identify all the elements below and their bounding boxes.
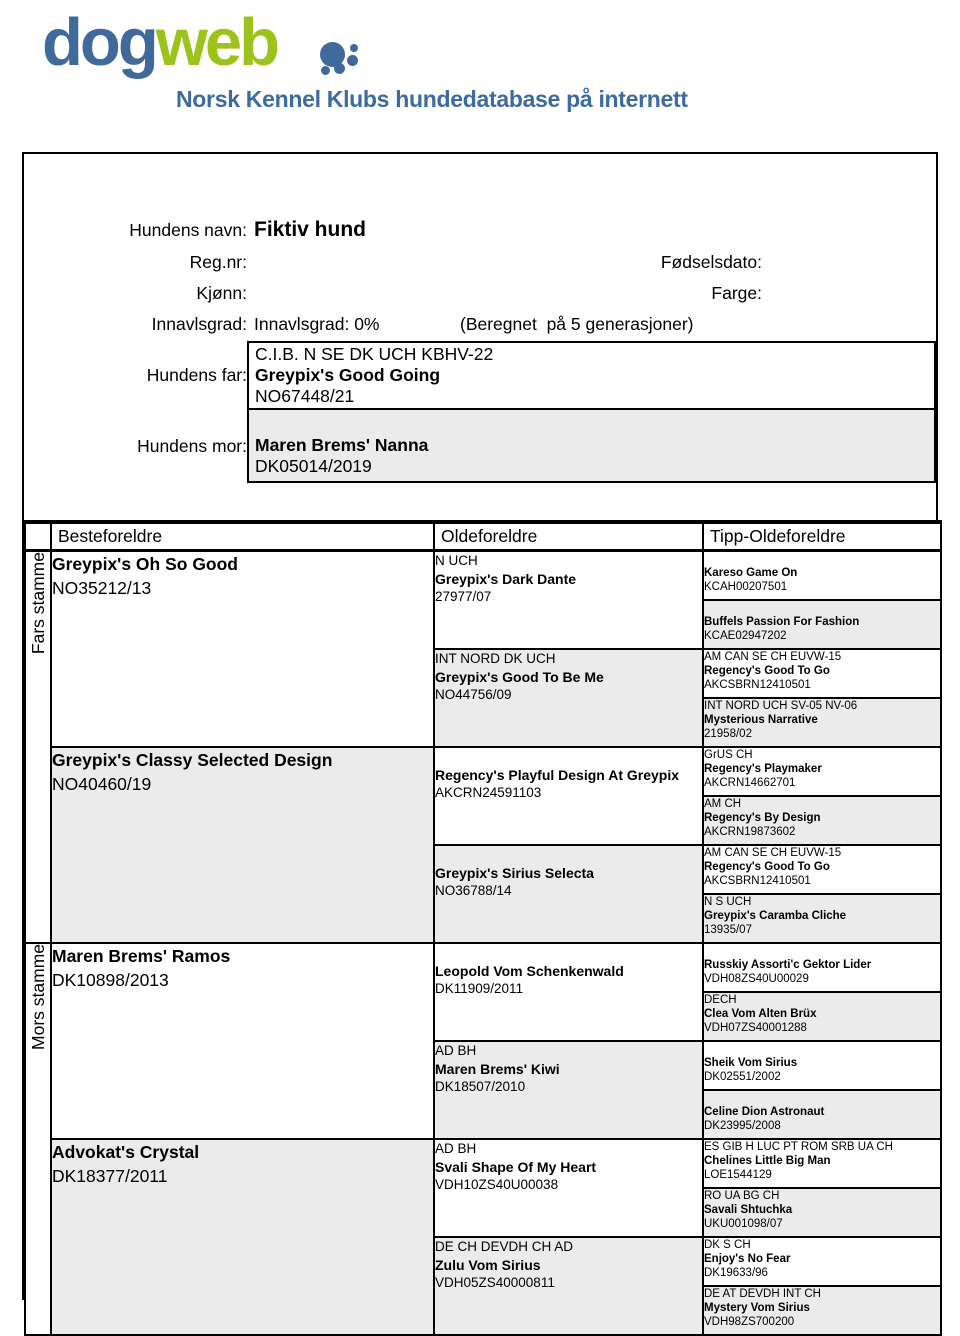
tipp-cell	[703, 551, 941, 601]
ancestor-regnr: NO36788/14	[435, 883, 512, 898]
ancestor-regnr: UKU001098/07	[704, 1218, 783, 1231]
dogweb-logo	[42, 6, 277, 80]
ancestor-name: Mystery Vom Sirius	[704, 1302, 810, 1315]
ancestor-regnr: KCAH00207501	[704, 581, 788, 594]
mors-stamme-cell	[25, 943, 51, 1335]
ancestor-titles: DECH	[704, 994, 737, 1006]
tipp-cell	[703, 1090, 941, 1139]
ancestor-regnr: DK19633/96	[704, 1267, 768, 1280]
header-oldeforeldre: Oldeforeldre	[434, 522, 703, 551]
ancestor-name: Buffels Passion For Fashion	[704, 616, 860, 629]
ancestor-name: Zulu Vom Sirius	[435, 1257, 541, 1273]
ancestor-regnr: AKCRN19873602	[704, 826, 796, 839]
tipp-cell	[703, 1188, 941, 1237]
ancestor-name: Regency's Playmaker	[704, 763, 822, 776]
great-grandparent-cell	[434, 1041, 703, 1139]
ancestor-regnr: DK18377/2011	[52, 1166, 168, 1186]
ancestor-name: Greypix's Dark Dante	[435, 571, 577, 587]
ancestor-name: Kareso Game On	[704, 567, 798, 580]
ancestor-regnr: NO40460/19	[52, 774, 152, 794]
mother-titles	[255, 414, 928, 435]
grandparent-cell	[51, 747, 434, 943]
ancestor-regnr: AKCRN24591103	[435, 785, 542, 800]
table-row	[25, 943, 941, 992]
ancestor-regnr: DK11909/2011	[435, 981, 524, 996]
ancestor-titles: AM CAN SE CH EUVW-15	[704, 847, 842, 859]
dog-name-value: Fiktiv hund	[254, 218, 366, 241]
ancestor-regnr: 13935/07	[704, 924, 752, 937]
tipp-cell	[703, 1041, 941, 1090]
color-label: Farge:	[711, 283, 762, 303]
ancestor-regnr: NO44756/09	[435, 687, 512, 702]
logo-dot	[321, 66, 330, 75]
ancestor-regnr: DK10898/2013	[52, 970, 169, 990]
ancestor-name: Regency's By Design	[704, 812, 821, 825]
ancestor-regnr: VDH08ZS40U00029	[704, 973, 809, 986]
tipp-cell	[703, 747, 941, 796]
tipp-cell	[703, 1286, 941, 1335]
logo-dot	[347, 55, 358, 66]
ancestor-name: Enjoy's No Fear	[704, 1253, 791, 1266]
ancestor-regnr: VDH07ZS40001288	[704, 1022, 807, 1035]
ancestor-regnr: 27977/07	[435, 589, 492, 604]
dog-info-section	[24, 154, 936, 483]
ancestor-name: Clea Vom Alten Brüx	[704, 1008, 817, 1021]
father-box	[247, 341, 936, 410]
dog-name-label: Hundens navn:	[129, 220, 247, 240]
father-row	[24, 341, 936, 410]
sex-label: Kjønn:	[196, 283, 247, 303]
logo-dog-text: dog	[42, 5, 156, 80]
ancestor-name: Svali Shape Of My Heart	[435, 1159, 597, 1175]
pedigree-table	[24, 520, 942, 1336]
grandparent-cell	[51, 1139, 434, 1335]
ancestor-regnr: LOE1544129	[704, 1169, 772, 1182]
mother-name: Maren Brems' Nanna	[255, 435, 429, 455]
grandparent-cell	[51, 551, 434, 748]
mother-box	[247, 408, 936, 483]
ancestor-name: Greypix's Sirius Selecta	[435, 865, 594, 881]
ancestor-titles: GrUS CH	[704, 749, 753, 761]
ancestor-titles: AM CAN SE CH EUVW-15	[704, 651, 842, 663]
inbreeding-value: Innavlsgrad: 0%	[254, 314, 380, 334]
ancestor-titles	[435, 944, 702, 962]
mother-row	[24, 410, 936, 483]
fars-stamme-label: Fars stamme	[27, 552, 48, 655]
great-grandparent-cell	[434, 845, 703, 943]
great-grandparent-cell	[434, 747, 703, 845]
mors-stamme-label: Mors stamme	[27, 944, 48, 1050]
ancestor-titles	[435, 846, 702, 864]
mother-regnr: DK05014/2019	[255, 456, 372, 476]
grandparent-cell	[51, 943, 434, 1139]
regnr-label: Reg.nr:	[189, 252, 247, 272]
great-grandparent-cell	[434, 551, 703, 650]
ancestor-name: Russkiy Assorti'c Gektor Lider	[704, 959, 872, 972]
ancestor-regnr: VDH05ZS40000811	[435, 1275, 555, 1290]
pedigree-header-row	[25, 522, 941, 551]
ancestor-name: Advokat's Crystal	[52, 1142, 200, 1162]
ancestor-titles: ES GIB H LUC PT ROM SRB UA CH	[704, 1141, 893, 1153]
tipp-cell	[703, 992, 941, 1041]
ancestor-titles: AD BH	[435, 1141, 477, 1156]
tipp-cell	[703, 845, 941, 894]
tipp-cell	[703, 600, 941, 649]
ancestor-regnr: VDH98ZS700200	[704, 1316, 795, 1329]
tipp-cell	[703, 943, 941, 992]
ancestor-name: Maren Brems' Kiwi	[435, 1061, 560, 1077]
ancestor-regnr: AKCRN14662701	[704, 777, 796, 790]
inbreeding-note: (Beregnet på 5 generasjoner)	[460, 314, 694, 334]
table-row	[25, 747, 941, 796]
inbreeding-label: Innavlsgrad:	[151, 314, 247, 334]
tipp-cell	[703, 796, 941, 845]
corner-cell	[25, 522, 51, 551]
father-titles: C.I.B. N SE DK UCH KBHV-22	[255, 344, 494, 364]
ancestor-titles: INT NORD DK UCH	[435, 651, 556, 666]
father-name: Greypix's Good Going	[255, 365, 441, 385]
ancestor-regnr: NO35212/13	[52, 578, 152, 598]
logo-subtitle: Norsk Kennel Klubs hundedatabase på internett	[176, 86, 688, 112]
ancestor-regnr: AKCSBRN12410501	[704, 679, 811, 692]
ancestor-titles: DE AT DEVDH INT CH	[704, 1288, 821, 1300]
header-tipp-oldeforeldre: Tipp-Oldeforeldre	[703, 522, 941, 551]
ancestor-titles	[704, 552, 940, 566]
ancestor-titles: AM CH	[704, 798, 742, 810]
ancestor-regnr: VDH10ZS40U00038	[435, 1177, 559, 1192]
header-besteforeldre: Besteforeldre	[51, 522, 434, 551]
ancestor-titles: RO UA BG CH	[704, 1190, 780, 1202]
ancestor-titles: DK S CH	[704, 1239, 751, 1251]
ancestor-titles: INT NORD UCH SV-05 NV-06	[704, 700, 858, 712]
ancestor-regnr: AKCSBRN12410501	[704, 875, 811, 888]
ancestor-name: Maren Brems' Ramos	[52, 946, 231, 966]
logo-dot	[334, 63, 345, 74]
ancestor-regnr: DK02551/2002	[704, 1071, 781, 1084]
ancestor-name: Chelines Little Big Man	[704, 1155, 831, 1168]
mother-label: Hundens mor:	[137, 436, 247, 456]
ancestor-name: Regency's Good To Go	[704, 861, 830, 874]
birthdate-label: Fødselsdato:	[660, 252, 762, 272]
table-row	[25, 551, 941, 601]
logo-dot	[350, 44, 358, 52]
ancestor-name: Savali Shtuchka	[704, 1204, 793, 1217]
ancestor-titles	[435, 748, 702, 766]
logo-web-text: web	[155, 5, 278, 80]
ancestor-name: Sheik Vom Sirius	[704, 1057, 798, 1070]
tipp-cell	[703, 894, 941, 943]
ancestor-name: Mysterious Narrative	[704, 714, 818, 727]
pedigree-sheet	[22, 152, 938, 1329]
ancestor-titles: AD BH	[435, 1043, 477, 1058]
ancestor-regnr: 21958/02	[704, 728, 752, 741]
father-label: Hundens far:	[146, 365, 247, 385]
father-regnr: NO67448/21	[255, 386, 355, 406]
ancestor-regnr: DK23995/2008	[704, 1120, 781, 1133]
ancestor-name: Regency's Playful Design At Greypix	[435, 767, 680, 783]
great-grandparent-cell	[434, 1237, 703, 1335]
ancestor-titles	[704, 601, 940, 615]
ancestor-name: Regency's Good To Go	[704, 665, 830, 678]
ancestor-titles	[704, 944, 940, 958]
ancestor-titles: N UCH	[435, 553, 478, 568]
table-row	[25, 1139, 941, 1188]
ancestor-name: Greypix's Oh So Good	[52, 554, 238, 574]
tipp-cell	[703, 1139, 941, 1188]
tipp-cell	[703, 698, 941, 747]
ancestor-regnr: KCAE02947202	[704, 630, 787, 643]
great-grandparent-cell	[434, 1139, 703, 1237]
great-grandparent-cell	[434, 649, 703, 747]
ancestor-name: Greypix's Classy Selected Design	[52, 750, 333, 770]
great-grandparent-cell	[434, 943, 703, 1041]
tipp-cell	[703, 1237, 941, 1286]
ancestor-name: Celine Dion Astronaut	[704, 1106, 825, 1119]
ancestor-titles: DE CH DEVDH CH AD	[435, 1239, 574, 1254]
ancestor-titles	[704, 1091, 940, 1105]
tipp-cell	[703, 649, 941, 698]
fars-stamme-cell	[25, 551, 51, 944]
ancestor-name: Greypix's Good To Be Me	[435, 669, 604, 685]
ancestor-titles	[704, 1042, 940, 1056]
ancestor-titles: N S UCH	[704, 896, 752, 908]
ancestor-regnr: DK18507/2010	[435, 1079, 526, 1094]
ancestor-name: Leopold Vom Schenkenwald	[435, 963, 624, 979]
ancestor-name: Greypix's Caramba Cliche	[704, 910, 847, 923]
